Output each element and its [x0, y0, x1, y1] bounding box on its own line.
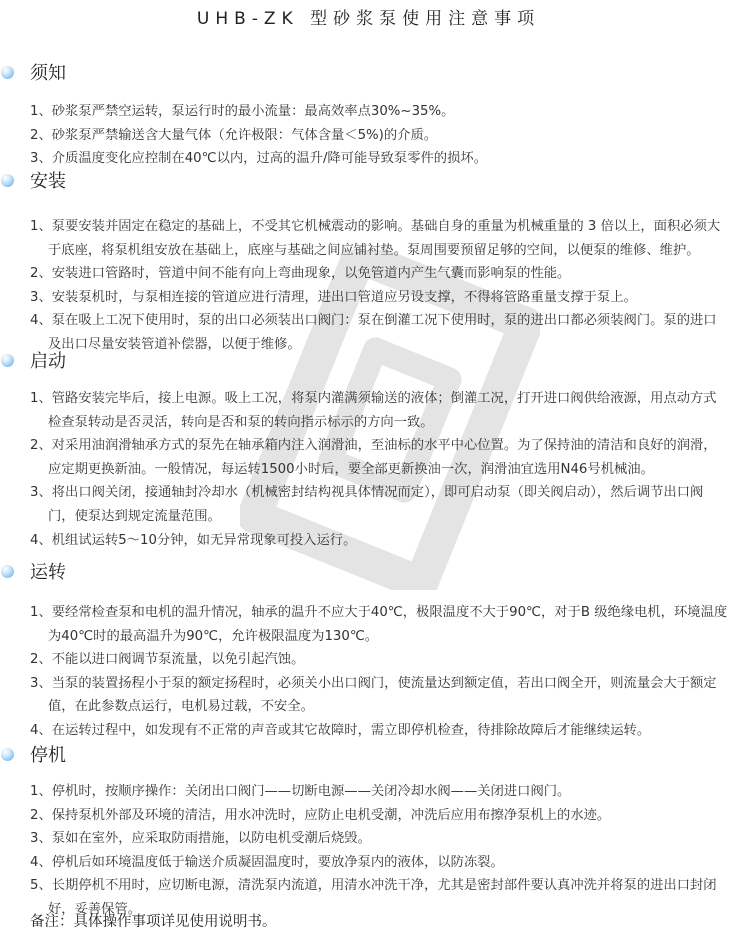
section-heading-label: 运转 [30, 562, 66, 583]
section-heading-label: 停机 [30, 745, 66, 766]
list-item [30, 387, 737, 434]
section [0, 741, 737, 922]
list-item-line: 好，妥善保管。 [48, 901, 142, 917]
item-list [30, 100, 737, 171]
list-item-line: 检查泵转动是否灵活，转向是否和泵的转向指示标示的方向一致。 [48, 414, 434, 430]
blue-sphere-bullet-icon [1, 354, 14, 367]
list-item [30, 648, 737, 672]
item-list [30, 780, 737, 922]
section-heading [0, 558, 737, 584]
section-heading-label: 安装 [30, 171, 66, 192]
list-item-line: 值，在此参数点运行，电机易过载，不安全。 [48, 699, 314, 715]
list-item-line: 及出口尽量安装管道补偿器，以便于维修。 [48, 336, 301, 352]
list-item-line: 4、在运转过程中，如发现有不正常的声音或其它故障时，需立即停机检查，待排除故障后才能继续运转。 [30, 722, 651, 738]
list-item-line: 3、将出口阀关闭，接通轴封冷却水（机械密封结构视具体情况而定），即可启动泵（即关阀启动），然后调节出口阀 [30, 485, 704, 501]
list-item-line: 2、保持泵机外部及环境的清洁，用水冲洗时，应防止电机受潮，冲洗后应用布擦净泵机上的水迹。 [30, 807, 611, 823]
list-item-line: 2、安装进口管路时，管道中间不能有向上弯曲现象，以免管道内产生气囊而影响泵的性能。 [30, 266, 571, 282]
list-item-line: 1、泵要安装并固定在稳定的基础上，不受其它机械震动的影响。基础自身的重量为机械重量的 3 倍以上，面积必须大 [30, 219, 721, 234]
footnote: 备注：具体操作事项详见使用说明书。 [30, 914, 277, 930]
list-item [30, 262, 737, 286]
list-item [30, 601, 737, 648]
list-item-line: 5、长期停机不用时，应切断电源，清洗泵内流道，用清水冲洗干净，尤其是密封部件要认真冲洗并将泵的进出口封闭 [30, 878, 717, 894]
blue-sphere-bullet-icon [1, 66, 14, 79]
list-item [30, 215, 737, 262]
list-item [30, 719, 737, 743]
list-item [30, 780, 737, 804]
item-list [30, 601, 737, 743]
list-item [30, 672, 737, 719]
section-heading [0, 59, 737, 85]
list-item [30, 124, 737, 148]
list-item [30, 100, 737, 124]
list-item [30, 851, 737, 875]
list-item-line: 3、当泵的装置扬程小于泵的额定扬程时，必须关小出口阀门，使流量达到额定值，若出口阀全开，则流量会大于额定 [30, 675, 717, 691]
item-list [30, 215, 737, 357]
section-heading-label: 须知 [30, 63, 66, 84]
section-heading [0, 741, 737, 767]
list-item [30, 827, 737, 851]
list-item-line: 2、不能以进口阀调节泵流量，以免引起汽蚀。 [30, 652, 305, 668]
section-heading [0, 167, 737, 193]
list-item-line: 4、停机后如环境温度低于输送介质凝固温度时，要放净泵内的液体，以防冻裂。 [30, 854, 504, 870]
list-item [30, 804, 737, 828]
item-list [30, 387, 737, 552]
section [0, 167, 737, 357]
section-heading [0, 347, 737, 373]
list-item-line: 2、对采用油润滑轴承方式的泵先在轴承箱内注入润滑油，至油标的水平中心位置。为了保持油的清洁和良好的润滑， [30, 438, 717, 454]
blue-sphere-bullet-icon [1, 748, 14, 761]
list-item-line: 门，使泵达到规定流量范围。 [48, 508, 221, 524]
list-item-line: 3、泵如在室外，应采取防雨措施，以防电机受潮后烧毁。 [30, 831, 371, 847]
list-item-line: 4、泵在吸上工况下使用时，泵的出口必须装出口阀门：泵在倒灌工况下使用时，泵的进出口都必须装阀门。泵的进口 [30, 313, 717, 329]
list-item [30, 481, 737, 528]
section [0, 558, 737, 743]
list-item [30, 286, 737, 310]
list-item-line: 1、砂浆泵严禁空运转，泵运行时的最小流量：最高效率点30%~35%。 [30, 104, 455, 119]
list-item [30, 529, 737, 553]
blue-sphere-bullet-icon [1, 174, 14, 187]
section-heading-label: 启动 [30, 351, 66, 372]
list-item-line: 3、介质温度变化应控制在40℃以内，过高的温升/降可能导致泵零件的损坏。 [30, 151, 487, 167]
list-item-line: 于底座，将泵机组安放在基础上，底座与基础之间应铺衬垫。泵周围要预留足够的空间，以便泵的维修、维护。 [48, 242, 700, 258]
list-item-line: 1、要经常检查泵和电机的温升情况，轴承的温升不应大于40℃，极限温度不大于90℃，对于B 级绝缘电机，环境温度 [30, 605, 728, 620]
list-item-line: 3、安装泵机时，与泵相连接的管道应进行清理，进出口管道应另设支撑，不得将管路重量支撑于泵上。 [30, 289, 637, 305]
section [0, 347, 737, 552]
list-item-line: 为40℃时的最高温升为90℃，允许极限温度为130℃。 [48, 628, 379, 644]
list-item-line: 1、停机时，按顺序操作：关闭出口阀门——切断电源——关闭冷却水阀——关闭进口阀门。 [30, 784, 571, 799]
list-item-line: 4、机组试运转5～10分钟，如无异常现象可投入运行。 [30, 532, 357, 548]
list-item-line: 2、砂浆泵严禁输送含大量气体（允许极限：气体含量＜5%)的介质。 [30, 127, 438, 143]
list-item-line: 应定期更换新油。一般情况，每运转1500小时后，要全部更新换油一次，润滑油宜选用N46号机械油。 [48, 461, 654, 477]
page-title: UHB-ZK 型砂浆泵使用注意事项 [196, 9, 541, 29]
list-item [30, 434, 737, 481]
blue-sphere-bullet-icon [1, 565, 14, 578]
section [0, 59, 737, 171]
list-item-line: 1、管路安装完毕后，接上电源。吸上工况，将泵内灌满须输送的液体；倒灌工况，打开进口阀供给液源，用点动方式 [30, 391, 717, 406]
